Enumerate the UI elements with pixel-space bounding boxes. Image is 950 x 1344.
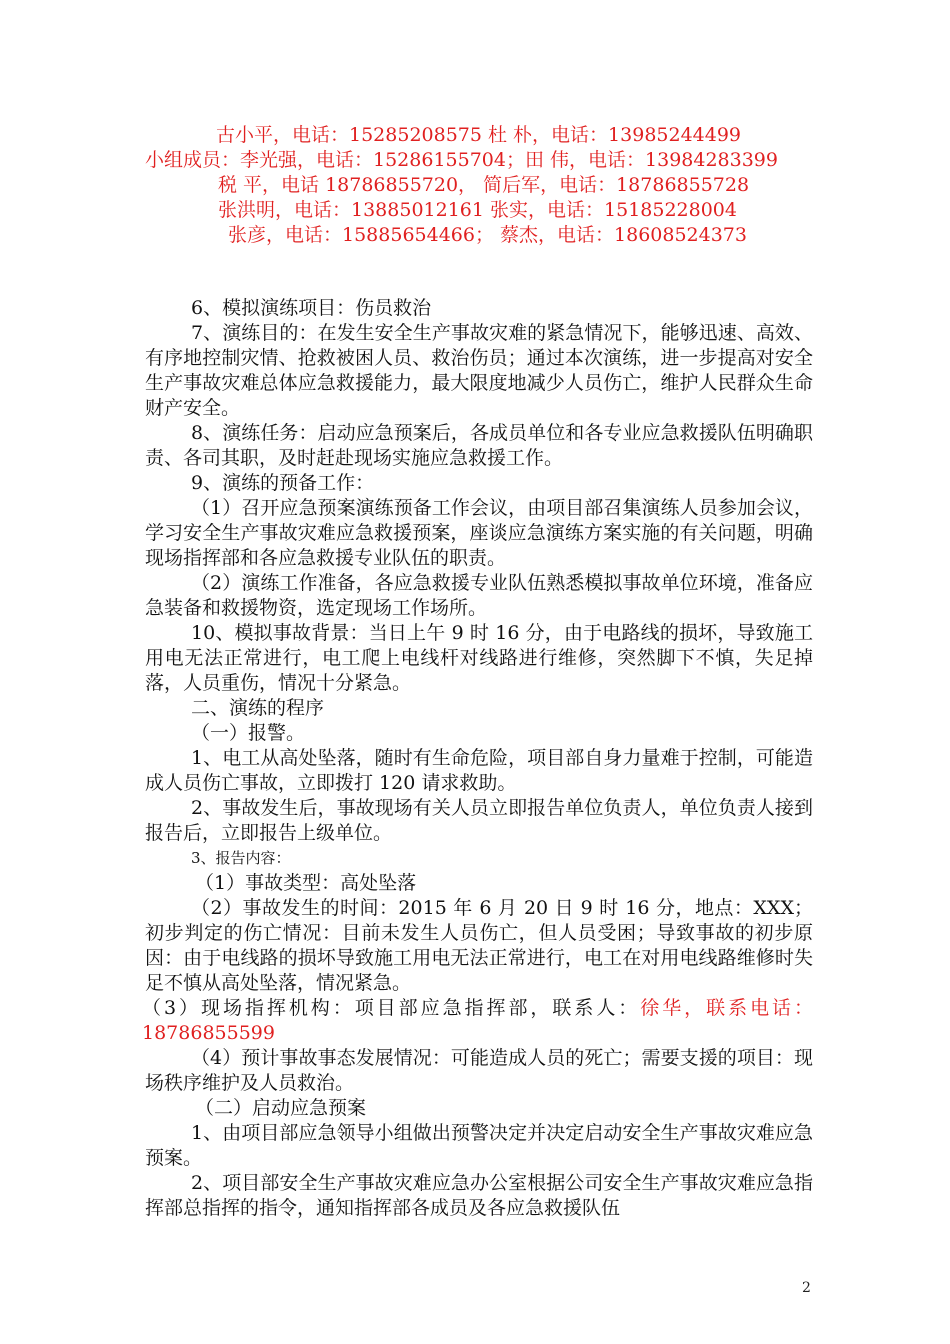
document-body [142, 296, 813, 1221]
contact-line: 税 平，电话 18786855720， 简后军，电话：18786855728 [218, 174, 750, 196]
paragraph: 7、演练目的：在发生安全生产事故灾难的紧急情况下，能够迅速、高效、有序地控制灾情、抢救被困人员、救治伤员；通过本次演练，进一步提高对安全生产事故灾难总体应急救援能力，最大限度地减少人员伤亡，维护人民群众生命财产安全。 [145, 322, 813, 419]
paragraph: （4）预计事故事态发展情况：可能造成人员的死亡；需要支援的项目：现场秩序维护及人员救治。 [145, 1047, 813, 1094]
paragraph: 2、事故发生后，事故现场有关人员立即报告单位负责人，单位负责人接到报告后，立即报告上级单位。 [145, 797, 813, 844]
page-number: 2 [802, 1280, 811, 1296]
contact-line: 小组成员：李光强，电话：15286155704；田 伟，电话：13984283399 [145, 149, 778, 171]
contact-person: 徐华，联系电话：18786855599 [142, 997, 813, 1044]
paragraph: 1、由项目部应急领导小组做出预警决定并决定启动安全生产事故灾难应急预案。 [145, 1122, 813, 1169]
paragraph: （2）演练工作准备，各应急救援专业队伍熟悉模拟事故单位环境，准备应急装备和救援物资，选定现场工作场所。 [145, 572, 813, 619]
subsection-heading: （一）报警。 [191, 722, 306, 744]
paragraph: （1）召开应急预案演练预备工作会议，由项目部召集演练人员参加会议，学习安全生产事故灾难应急救援预案，座谈应急演练方案实施的有关问题，明确现场指挥部和各应急救援专业队伍的职责。 [145, 497, 813, 569]
paragraph: 8、演练任务：启动应急预案后，各成员单位和各专业应急救援队伍明确职责、各司其职，及时赶赴现场实施应急救援工作。 [145, 422, 813, 469]
contact-line: 古小平，电话：15285208575 杜 朴，电话：13985244499 [216, 124, 742, 146]
paragraph: 10、模拟事故背景：当日上午 9 时 16 分，由于电路线的损坏，导致施工用电无法正常进行，电工爬上电线杆对线路进行维修，突然脚下不慎，失足掉落，人员重伤，情况十分紧急。 [145, 622, 813, 694]
paragraph: 3、报告内容： [191, 849, 291, 867]
paragraph: 1、电工从高处坠落，随时有生命危险，项目部自身力量难于控制，可能造成人员伤亡事故，立即拨打 120 请求救助。 [145, 747, 813, 794]
paragraph: 2、项目部安全生产事故灾难应急办公室根据公司安全生产事故灾难应急指挥部总指挥的指令，通知指挥部各成员及各应急救援队伍 [145, 1172, 813, 1219]
paragraph: 6、模拟演练项目：伤员救治 [191, 297, 432, 319]
paragraph: （2）事故发生的时间：2015 年 6 月 20 日 9 时 16 分，地点：XXX；初步判定的伤亡情况：目前未发生人员伤亡，但人员受困；导致事故的初步原因：由于电线路的损坏导致施工用电无法正常进行，电工在对用电线路维修时失足不慎从高处坠落，情况紧急。 [145, 897, 813, 994]
contact-line: 张彦，电话：15885654466； 蔡杰，电话：18608524373 [228, 224, 747, 246]
paragraph: （1）事故类型：高处坠落 [195, 872, 417, 894]
contact-list [0, 123, 950, 248]
contact-line: 张洪明，电话：13885012161 张实，电话：15185228004 [218, 199, 737, 221]
paragraph [142, 996, 813, 1046]
contact-label: （3）现场指挥机构：项目部应急指挥部，联系人： [142, 997, 641, 1019]
subsection-heading: （二）启动应急预案 [195, 1097, 367, 1119]
paragraph: 9、演练的预备工作： [191, 472, 375, 494]
section-heading: 二、演练的程序 [191, 697, 325, 719]
